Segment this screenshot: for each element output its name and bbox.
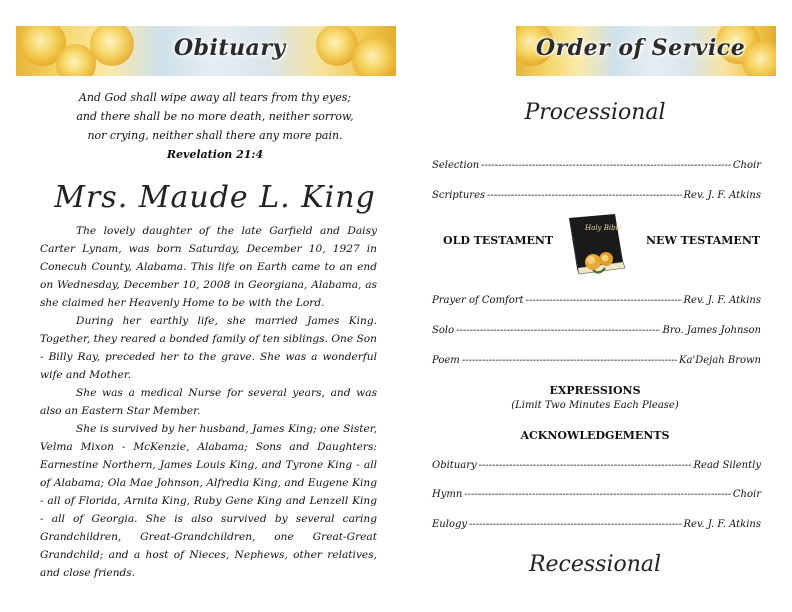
service-item-label: Eulogy: [432, 519, 468, 530]
verse-reference: Revelation 21:4: [166, 148, 264, 161]
dot-leader: [464, 489, 731, 500]
verse-line: and there shall be no more death, neither sorrow,: [76, 110, 354, 123]
service-item-value: Rev. J. F. Atkins: [683, 190, 761, 201]
rose-decoration: [90, 26, 134, 66]
obituary-text: [40, 222, 377, 582]
service-item-value: Choir: [732, 489, 761, 500]
dot-leader: [526, 295, 682, 306]
service-item: [432, 160, 761, 171]
expressions-heading: EXPRESSIONS: [549, 384, 641, 397]
obituary-paragraph: The lovely daughter of the late Garfield and Daisy Carter Lynam, was born Saturday, December 10, 1927 in Conecuh County, Alabama. This life on Earth came to an end on Wednesday, December 10, 2008 in Georgiana, Alabama, as she claimed her Heavenly Home to be with the Lord.: [40, 225, 377, 309]
obituary-banner: [16, 26, 396, 76]
service-item-label: Prayer of Comfort: [432, 295, 524, 306]
new-testament-label: NEW TESTAMENT: [646, 234, 761, 247]
dot-leader: [462, 355, 677, 366]
obituary-paragraph: She was a medical Nurse for several years, and was also an Eastern Star Member.: [40, 387, 377, 417]
verse-line: And God shall wipe away all tears from thy eyes;: [78, 91, 352, 104]
service-item: [432, 190, 761, 201]
rose-decoration: [352, 36, 396, 76]
recessional-heading: Recessional: [528, 552, 662, 577]
service-item-label: Hymn: [432, 489, 463, 500]
scripture-verse: [40, 88, 390, 164]
service-item: [432, 460, 761, 471]
service-item-label: Solo: [432, 325, 455, 336]
deceased-name: Mrs. Maude L. King: [54, 180, 376, 215]
service-item-value: Ka'Dejah Brown: [679, 355, 761, 366]
dot-leader: [481, 160, 731, 171]
banner-title: Order of Service: [536, 35, 746, 61]
service-item: [432, 295, 761, 306]
service-item-value: Bro. James Johnson: [662, 325, 761, 336]
holy-bible-icon: [563, 212, 631, 280]
service-item-value: Rev. J. F. Atkins: [683, 295, 761, 306]
processional-heading: Processional: [524, 100, 666, 125]
obituary-paragraph: During her earthly life, she married James King. Together, they reared a bonded family of ten siblings. One Son - Billy Ray, preceded her to the grave. She was a wonderful wife and Mother.: [40, 315, 377, 381]
service-item-label: Selection: [432, 160, 480, 171]
service-item: [432, 519, 761, 530]
acknowledgements-heading: ACKNOWLEDGEMENTS: [520, 429, 670, 442]
dot-leader: [456, 325, 660, 336]
bible-cover-text: Holy Bible: [585, 224, 622, 232]
service-item-value: Choir: [732, 160, 761, 171]
dot-leader: [487, 190, 681, 201]
expressions-note: (Limit Two Minutes Each Please): [511, 400, 679, 411]
dot-leader: [469, 519, 681, 530]
dot-leader: [479, 460, 692, 471]
service-item-value: Rev. J. F. Atkins: [683, 519, 761, 530]
service-item-value: Read Silently: [693, 460, 761, 471]
old-testament-label: OLD TESTAMENT: [443, 234, 554, 247]
obituary-paragraph: She is survived by her husband, James King; one Sister, Velma Mixon - McKenzie, Alabama; Sons and Daughters: Earnestine Northern, James Louis King, and Tyrone King - all of Alabama; Ola Mae Johnson, Alfredia King, and Eugene King - all of Florida, Arnita King, Ruby Gene King and Lenzell King - all of Georgia. She is also survived by several caring Grandchildren, Great-Grandchildren, one Great-Great Grandchild; and a host of Nieces, Nephews, other relatives, and close friends.: [40, 423, 377, 579]
service-item: [432, 325, 761, 336]
order-of-service-banner: [516, 26, 776, 76]
verse-line: nor crying, neither shall there any more pain.: [87, 129, 343, 142]
service-item: [432, 355, 761, 366]
rose-decoration: [742, 40, 776, 76]
banner-title: Obituary: [174, 35, 286, 61]
service-item-label: Scriptures: [432, 190, 486, 201]
service-item: [432, 489, 761, 500]
service-item-label: Poem: [432, 355, 460, 366]
service-item-label: Obituary: [432, 460, 477, 471]
